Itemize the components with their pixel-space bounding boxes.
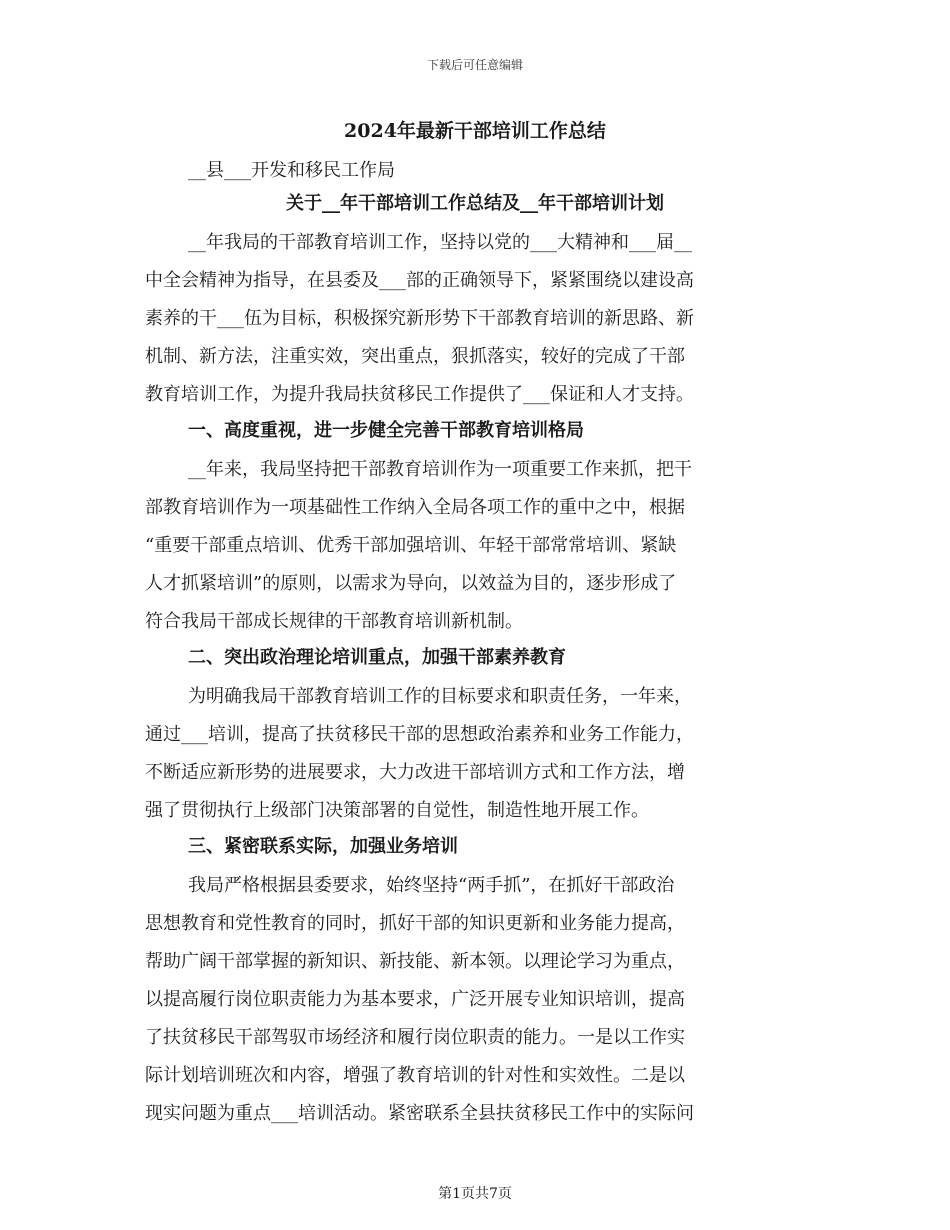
org-line: __县___开发和移民工作局 [188,160,395,181]
text-line: 部教育培训作为一项基础性工作纳入全局各项工作的重中之中，根据 [145,497,685,518]
text-line: 我局严格根据县委要求，始终坚持“两手抓”，在抓好干部政治 [188,875,675,896]
text-line: 不断适应新形势的进展要求，大力改进干部培训方式和工作方法，增 [145,762,685,783]
text-line: 了扶贫移民干部驾驭市场经济和履行岗位职责的能力。一是以工作实 [145,1027,685,1048]
text-line: 强了贯彻执行上级部门决策部署的自觉性，制造性地开展工作。 [145,800,649,821]
section-heading-3: 三、紧密联系实际，加强业务培训 [188,836,458,857]
text-line: 帮助广阔干部掌握的新知识、新技能、新本领。以理论学习为重点， [145,951,685,972]
text-line: __年我局的干部教育培训工作，坚持以党的___大精神和___届__ [188,232,692,253]
section-heading-1: 一、高度重视，进一步健全完善干部教育培训格局 [188,420,584,441]
section-heading-2: 二、突出政治理论培训重点，加强干部素养教育 [188,647,566,668]
page-number-footer: 第1页共7页 [438,1186,512,1202]
header-note: 下载后可任意编辑 [426,58,523,72]
text-line: 中全会精神为指导，在县委及___部的正确领导下，紧紧围绕以建设高 [145,270,694,291]
text-line: 人才抓紧培训”的原则，以需求为导向，以效益为目的，逐步形成了 [145,573,677,594]
text-line: 现实问题为重点___培训活动。紧密联系全县扶贫移民工作中的实际问 [145,1103,694,1124]
subtitle: 关于__年干部培训工作总结及__年干部培训计划 [286,193,664,214]
text-line: 以提高履行岗位职责能力为基本要求，广泛开展专业知识培训，提高 [145,989,685,1010]
text-line: __年来，我局坚持把干部教育培训作为一项重要工作来抓，把干 [188,459,692,480]
document-title: 2024年最新干部培训工作总结 [344,120,606,142]
text-line: 为明确我局干部教育培训工作的目标要求和职责任务，一年来， [188,686,692,707]
text-line: 符合我局干部成长规律的干部教育培训新机制。 [145,611,523,632]
text-line: 机制、新方法，注重实效，突出重点，狠抓落实，较好的完成了干部 [145,346,685,367]
text-line: 素养的干___伍为目标，积极探究新形势下干部教育培训的新思路、新 [145,308,694,329]
text-line: “重要干部重点培训、优秀干部加强培训、年轻干部常常培训、紧缺 [145,535,677,556]
text-line: 通过___培训，提高了扶贫移民干部的思想政治素养和业务工作能力， [145,724,694,745]
text-line: 思想教育和党性教育的同时，抓好干部的知识更新和业务能力提高， [145,913,685,934]
text-line: 际计划培训班次和内容，增强了教育培训的针对性和实效性。二是以 [145,1065,685,1086]
text-line: 教育培训工作，为提升我局扶贫移民工作提供了___保证和人才支持。 [145,384,694,405]
